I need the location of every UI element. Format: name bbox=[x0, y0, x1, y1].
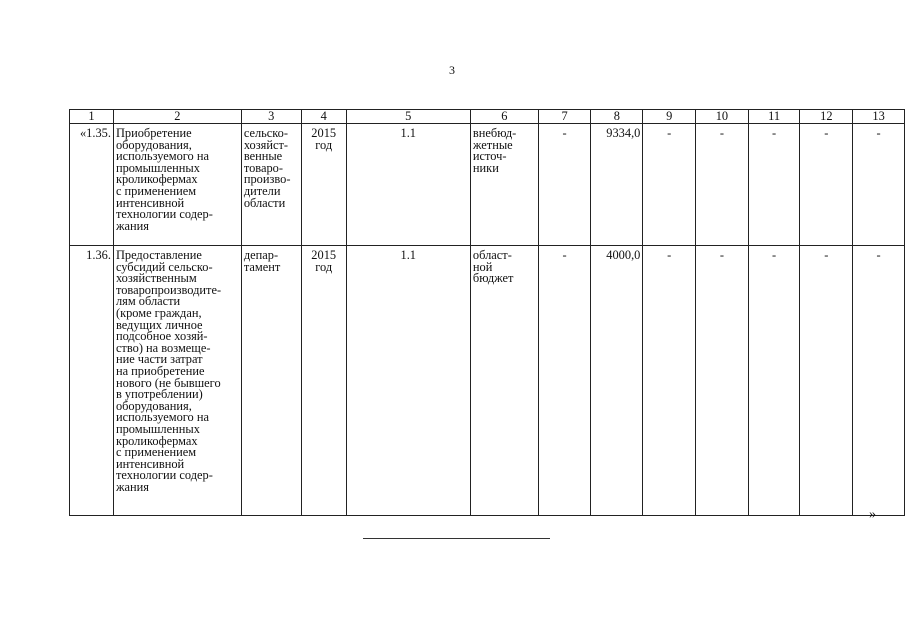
header-cell: 2 bbox=[113, 110, 241, 124]
header-cell: 11 bbox=[748, 110, 800, 124]
program-table bbox=[69, 109, 905, 516]
header-cell: 6 bbox=[470, 110, 538, 124]
header-cell: 12 bbox=[800, 110, 853, 124]
table-row bbox=[70, 124, 905, 246]
header-cell: 8 bbox=[591, 110, 643, 124]
value-col-9: - bbox=[643, 124, 696, 246]
header-cell: 5 bbox=[346, 110, 470, 124]
value-col-8: 9334,0 bbox=[591, 124, 643, 246]
header-row bbox=[70, 110, 905, 124]
value-col-13: - bbox=[853, 246, 905, 516]
funding-source: област- ной бюджет bbox=[470, 246, 538, 516]
funding-source: внебюд- жетные источ- ники bbox=[470, 124, 538, 246]
value-col-7: - bbox=[538, 246, 591, 516]
header-cell: 4 bbox=[301, 110, 346, 124]
term: 2015 год bbox=[301, 246, 346, 516]
header-cell: 1 bbox=[70, 110, 114, 124]
closing-quote: » bbox=[869, 507, 876, 522]
header-cell: 10 bbox=[696, 110, 749, 124]
value-col-12: - bbox=[800, 124, 853, 246]
row-number: 1.36. bbox=[70, 246, 114, 516]
header-cell: 3 bbox=[241, 110, 301, 124]
value-col-9: - bbox=[643, 246, 696, 516]
event-name: Приобретение оборудования, используемого на промышленных кроликофермах с применением интенсивной технологии содер- жания bbox=[113, 124, 241, 246]
task-link: 1.1 bbox=[346, 246, 470, 516]
value-col-8: 4000,0 bbox=[591, 246, 643, 516]
table-row bbox=[70, 246, 905, 516]
page-number: 3 bbox=[449, 63, 455, 77]
header-cell: 13 bbox=[853, 110, 905, 124]
value-col-12: - bbox=[800, 246, 853, 516]
value-col-10: - bbox=[696, 246, 749, 516]
value-col-7: - bbox=[538, 124, 591, 246]
event-name: Предоставление субсидий сельско- хозяйственным товаропроизводите- лям области (кроме граждан, ведущих личное подсобное хозяй- ство) на возмеще- ние части затрат на приобретение нового (не бывшего в употреблении) оборудования, используемого на промышленных кроликофермах с применением интенсивной технологии содер- жания bbox=[113, 246, 241, 516]
term: 2015 год bbox=[301, 124, 346, 246]
value-col-10: - bbox=[696, 124, 749, 246]
executor: сельско- хозяйст- венные товаро- произво- дители области bbox=[241, 124, 301, 246]
header-cell: 7 bbox=[538, 110, 591, 124]
header-cell: 9 bbox=[643, 110, 696, 124]
value-col-11: - bbox=[748, 246, 800, 516]
footer-divider bbox=[363, 538, 550, 539]
row-number: «1.35. bbox=[70, 124, 114, 246]
executor: депар- тамент bbox=[241, 246, 301, 516]
value-col-11: - bbox=[748, 124, 800, 246]
task-link: 1.1 bbox=[346, 124, 470, 246]
value-col-13: - bbox=[853, 124, 905, 246]
